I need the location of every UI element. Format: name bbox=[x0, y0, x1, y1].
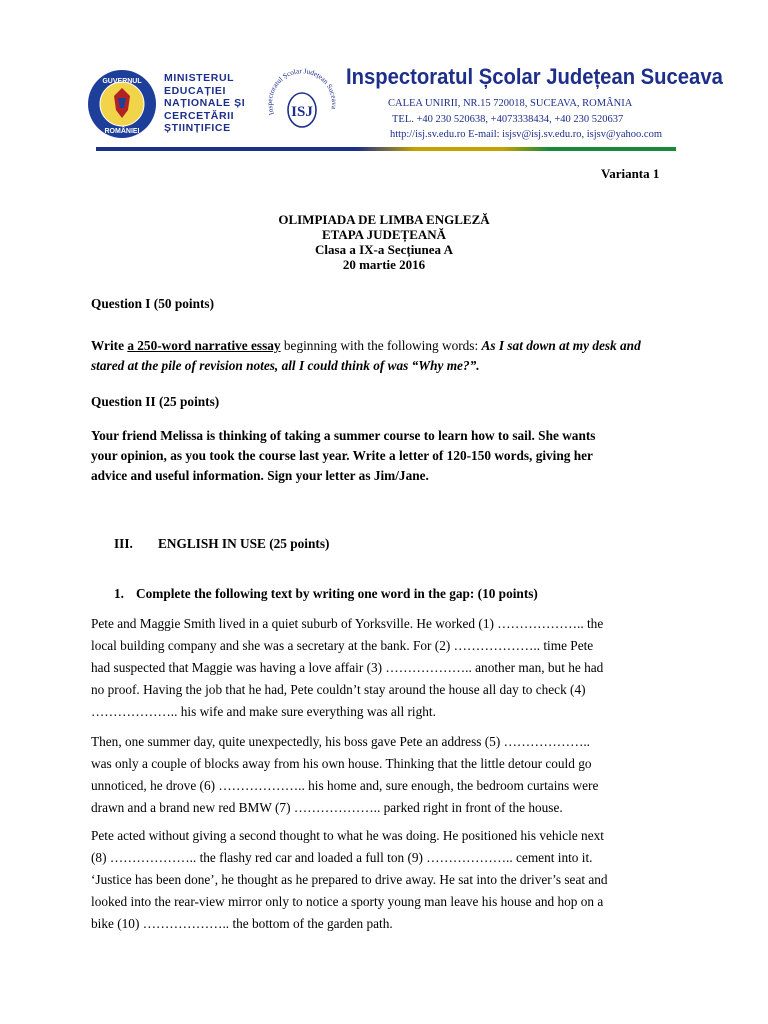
question-2-text: Your friend Melissa is thinking of taking a summer course to learn how to sail. She wants your opinion, as you took the course last year. Write a letter of 120-150 words, giving her advice and useful information. Sign your letter as Jim/Jane. bbox=[91, 428, 596, 483]
isj-logo-text: ISJ bbox=[291, 104, 313, 120]
section-3-heading: ENGLISH IN USE (25 points) bbox=[158, 536, 330, 551]
institution-phone: TEL. +40 230 520638, +4073338434, +40 230 520637 bbox=[392, 114, 624, 125]
question-1-text: Write a 250-word narrative essay beginning with the following words: As I sat down at my desk and stared at the pile of revision notes, all I could think of was “Why me?”. bbox=[91, 338, 641, 373]
task-1-instruction: Complete the following text by writing one word in the gap: (10 points) bbox=[136, 586, 538, 601]
institution-web: http://isj.sv.edu.ro E-mail: isjsv@isj.sv.edu.ro, isjsv@yahoo.com bbox=[390, 129, 663, 140]
institution-address: CALEA UNIRII, NR.15 720018, SUCEAVA, ROMÂNIA bbox=[388, 98, 633, 109]
seal-bottom-text: ROMÂNIEI bbox=[104, 128, 140, 135]
paragraph-2: Then, one summer day, quite unexpectedly, his boss gave Pete an address (5) ……………….. was only a couple of blocks away from his own house. Thinking that the little detour could go unnoticed, he drove (6) ……………….. his home and, sure enough, the bedroom curtains were drawn and a brand new red BMW (7) ……………….. parked right in front of the house. bbox=[91, 734, 599, 815]
header-divider bbox=[96, 147, 676, 151]
exam-title: OLIMPIADA DE LIMBA ENGLEZĂ ETAPA JUDEȚEANĂ Clasa a IX-a Secțiunea A 20 martie 2016 bbox=[278, 212, 490, 272]
section-3-number: III. bbox=[114, 536, 133, 551]
ministry-name: MINISTERUL EDUCAȚIEI NAȚIONALE ȘI CERCETĂRII ȘTIINȚIFICE bbox=[164, 72, 246, 134]
question-1-heading: Question I (50 points) bbox=[91, 296, 215, 311]
question-2-heading: Question II (25 points) bbox=[91, 394, 220, 409]
government-seal-icon bbox=[88, 70, 156, 138]
institution-name: Inspectoratul Școlar Județean Suceava bbox=[346, 64, 723, 89]
isj-logo-icon bbox=[264, 62, 340, 146]
paragraph-1: Pete and Maggie Smith lived in a quiet suburb of Yorksville. He worked (1) ……………….. the local building company and she was a secretary at the bank. For (2) ……………….. time Pete had suspected that Maggie was having a love affair (3) ……………….. another man, but he had no proof. Having the job that he had, Pete couldn’t stay around the house all day to check (4) ……………….. his wife and make sure everything was all right. bbox=[91, 616, 604, 719]
variant-label: Varianta 1 bbox=[601, 166, 660, 181]
seal-top-text: GUVERNUL bbox=[102, 78, 142, 85]
svg-text:Inspectoratul Școlar Județean: Inspectoratul Școlar Județean Suceava bbox=[265, 67, 339, 116]
paragraph-3: Pete acted without giving a second thought to what he was doing. He positioned his vehicle next (8) ……………….. the flashy red car and loaded a full ton (9) ……………….. cement into it. ‘Justice has been done’, he thought as he prepared to drive away. He sat into the driver’s seat and looked into the rear-view mirror only to notice a sporty young man leave his house and hop on a bike (10) ……………….. the bottom of the garden path. bbox=[91, 828, 608, 931]
task-1-number: 1. bbox=[114, 586, 124, 601]
letterhead bbox=[88, 58, 723, 150]
